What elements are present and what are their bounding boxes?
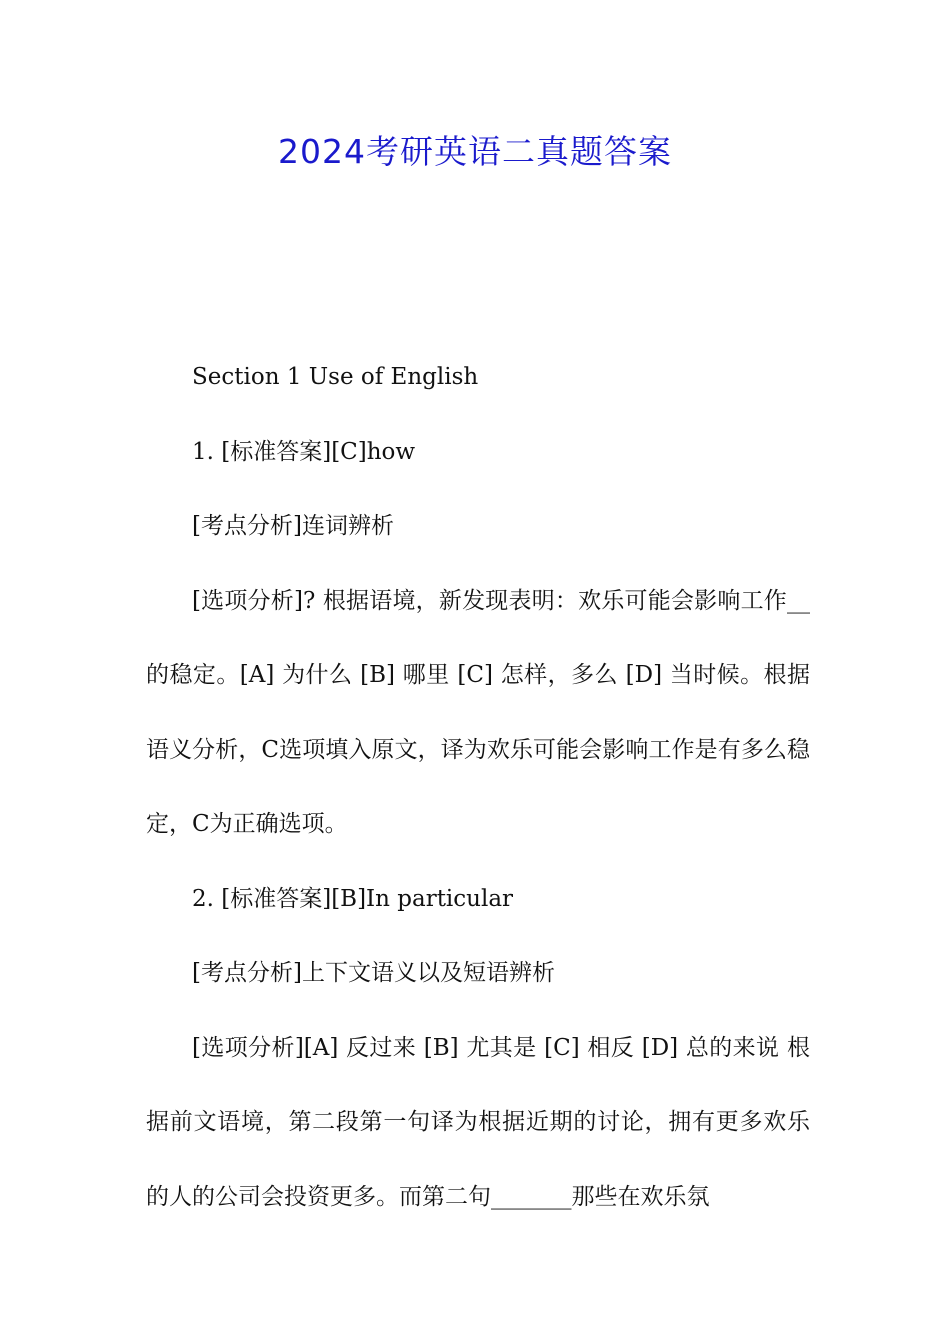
document-body: [146, 340, 810, 1234]
analysis-2-topic: [考点分析]上下文语义以及短语辨析: [192, 960, 555, 986]
section-heading: Section 1 Use of English: [192, 364, 479, 390]
analysis-1-topic: [考点分析]连词辨析: [192, 513, 394, 539]
answer-1: 1. [标准答案][C]how: [192, 438, 416, 465]
answer-2: 2. [标准答案][B]In particular: [192, 885, 514, 912]
document-title: 2024考研英语二真题答案: [278, 132, 672, 171]
analysis-2-options: [选项分析][A] 反过来 [B] 尤其是 [C] 相反 [D] 总的来说 根据前文语境，第二段第一句译为根据近期的讨论，拥有更多欢乐的人的公司会投资更多。而第二句_______那些在欢乐氛: [146, 1034, 810, 1210]
analysis-1-options: [选项分析]? 根据语境，新发现表明：欢乐可能会影响工作__的稳定。[A] 为什么 [B] 哪里 [C] 怎样，多么 [D] 当时候。根据语义分析，C选项填入原文，译为欢乐可能会影响工作是有多么稳定，C为正确选项。: [146, 587, 810, 837]
